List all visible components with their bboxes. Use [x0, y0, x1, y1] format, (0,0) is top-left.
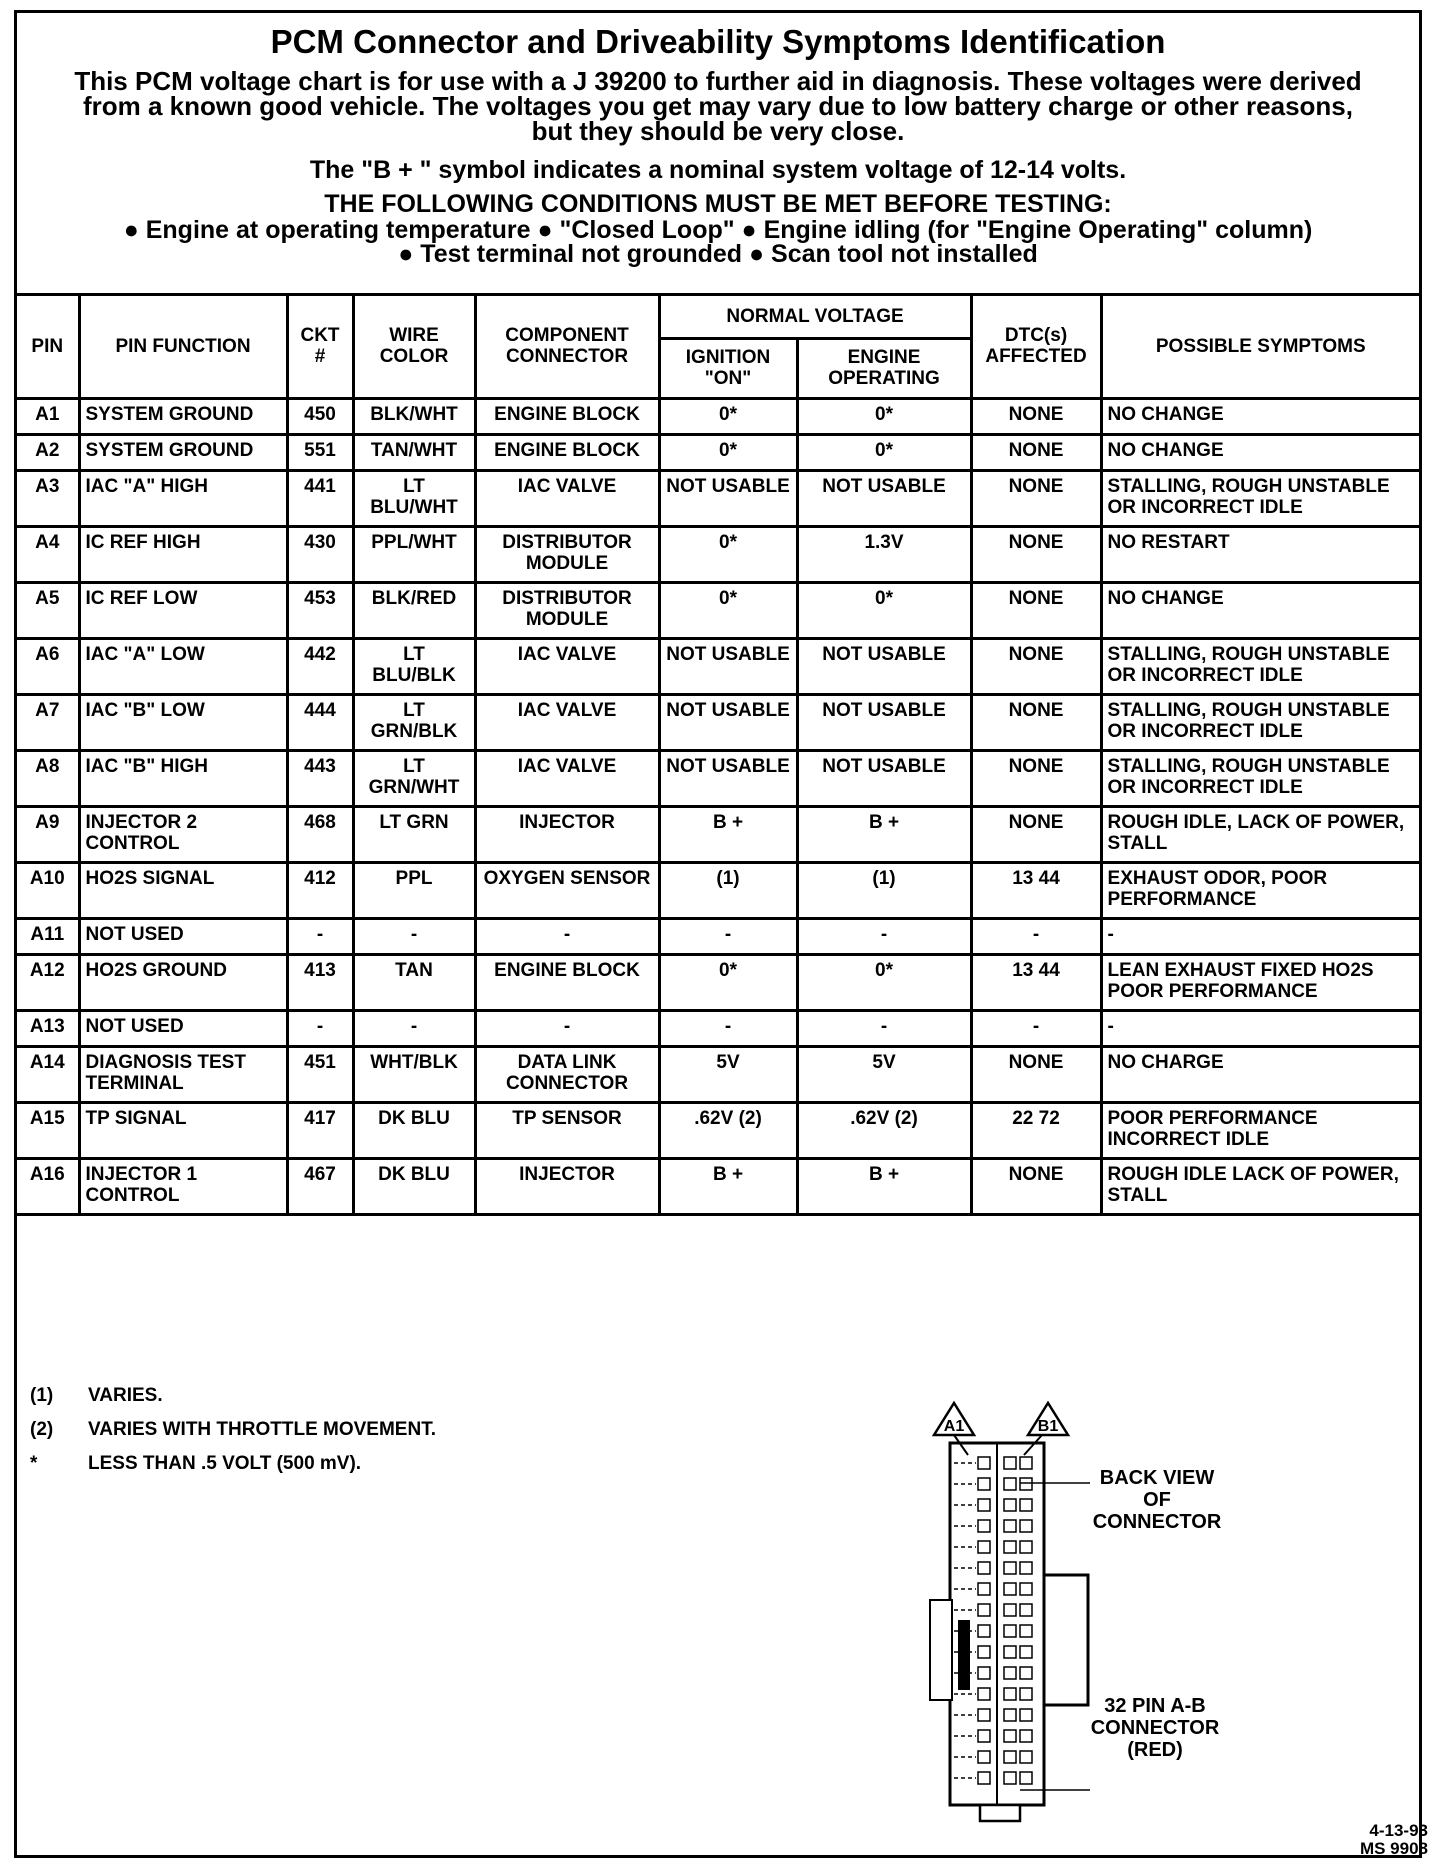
cell-dtc: - [971, 918, 1101, 954]
conditions-line-1: ● Engine at operating temperature ● "Closed Loop" ● Engine idling (for "Engine Operating" column) [123, 216, 1313, 244]
col-header-symptoms: POSSIBLE SYMPTOMS [1101, 296, 1419, 398]
col-header-engine-operating: ENGINE OPERATING [797, 338, 971, 398]
connector-pin [1020, 1499, 1032, 1511]
connector-pin [978, 1499, 990, 1511]
table-row [17, 918, 1419, 954]
connector-pin [1020, 1562, 1032, 1574]
cell-symptoms: NO CHANGE [1101, 398, 1419, 434]
back-view-label: BACK VIEW OF CONNECTOR [1092, 1467, 1222, 1533]
cell-engine-operating: 5V [797, 1046, 971, 1102]
connector-pin [978, 1772, 990, 1784]
cell-dtc: - [971, 1010, 1101, 1046]
connector-pin [1004, 1520, 1016, 1532]
stamp-code: MS 9908 [1359, 1839, 1428, 1858]
footnote [30, 1385, 436, 1407]
cell-component: DISTRIBUTOR MODULE [475, 526, 659, 582]
connector-pin [1020, 1751, 1032, 1763]
cell-symptoms: - [1101, 1010, 1419, 1046]
connector-pin [1020, 1520, 1032, 1532]
cell-dtc: NONE [971, 434, 1101, 470]
cell-ignition-on: 0* [659, 398, 797, 434]
connector-tab [930, 1600, 952, 1700]
cell-pin: A11 [17, 918, 79, 954]
cell-engine-operating: 0* [797, 434, 971, 470]
header [17, 13, 1419, 296]
cell-ignition-on: 5V [659, 1046, 797, 1102]
connector-pin [1004, 1499, 1016, 1511]
cell-component: ENGINE BLOCK [475, 398, 659, 434]
cell-component: ENGINE BLOCK [475, 434, 659, 470]
cell-component: DATA LINK CONNECTOR [475, 1046, 659, 1102]
cell-wire-color: PPL/WHT [353, 526, 475, 582]
cell-ignition-on: NOT USABLE [659, 470, 797, 526]
col-header-pin-function: PIN FUNCTION [79, 296, 287, 398]
cell-wire-color: - [353, 1010, 475, 1046]
connector-pin [1004, 1772, 1016, 1784]
cell-component: ENGINE BLOCK [475, 954, 659, 1010]
cell-wire-color: DK BLU [353, 1158, 475, 1214]
cell-dtc: NONE [971, 470, 1101, 526]
connector-pin [978, 1457, 990, 1469]
cell-engine-operating: B + [797, 806, 971, 862]
cell-symptoms: STALLING, ROUGH UNSTABLE OR INCORRECT IDLE [1101, 750, 1419, 806]
connector-pin [1004, 1730, 1016, 1742]
intro-text [67, 66, 1369, 146]
conditions-line-2: ● Test terminal not grounded ● Scan tool not installed [398, 240, 1038, 268]
footnote-key: (2) [30, 1419, 54, 1440]
connector-pin [1004, 1625, 1016, 1637]
col-header-component-connector: COMPONENT CONNECTOR [475, 296, 659, 398]
cell-function: IAC "A" LOW [79, 638, 287, 694]
cell-dtc: NONE [971, 398, 1101, 434]
connector-pin [1004, 1709, 1016, 1721]
connector-pin [978, 1646, 990, 1658]
cell-component: IAC VALVE [475, 470, 659, 526]
cell-ignition-on: 0* [659, 434, 797, 470]
cell-engine-operating: NOT USABLE [797, 638, 971, 694]
cell-engine-operating: 1.3V [797, 526, 971, 582]
cell-ckt: 443 [287, 750, 353, 806]
cell-engine-operating: .62V (2) [797, 1102, 971, 1158]
cell-pin: A2 [17, 434, 79, 470]
cell-function: INJECTOR 1 CONTROL [79, 1158, 287, 1214]
cell-ckt: 444 [287, 694, 353, 750]
cell-function: HO2S GROUND [79, 954, 287, 1010]
connector-pin [1004, 1478, 1016, 1490]
connector-pin [1004, 1541, 1016, 1553]
cell-component: IAC VALVE [475, 638, 659, 694]
connector-pin [1020, 1457, 1032, 1469]
col-header-ignition-on: IGNITION "ON" [659, 338, 797, 398]
cell-wire-color: - [353, 918, 475, 954]
cell-pin: A14 [17, 1046, 79, 1102]
cell-component: - [475, 1010, 659, 1046]
cell-wire-color: TAN [353, 954, 475, 1010]
cell-ckt: 430 [287, 526, 353, 582]
footnote-key: * [30, 1453, 38, 1474]
cell-function: INJECTOR 2 CONTROL [79, 806, 287, 862]
connector-drawing [920, 1395, 1250, 1840]
table-row [17, 862, 1419, 918]
nominal-voltage-note: The "B + " symbol indicates a nominal system voltage of 12-14 volts. [309, 156, 1127, 184]
cell-function: IC REF LOW [79, 582, 287, 638]
cell-function: NOT USED [79, 918, 287, 954]
connector-latch [1044, 1575, 1088, 1705]
cell-pin: A1 [17, 398, 79, 434]
cell-ignition-on: NOT USABLE [659, 750, 797, 806]
cell-dtc: 13 44 [971, 954, 1101, 1010]
connector-pin [978, 1520, 990, 1532]
intro-line-2: from a known good vehicle. The voltages you get may vary due to low battery charge or other reasons, [83, 91, 1353, 121]
cell-ckt: 441 [287, 470, 353, 526]
cell-dtc: NONE [971, 806, 1101, 862]
cell-function: IC REF HIGH [79, 526, 287, 582]
cell-ignition-on: .62V (2) [659, 1102, 797, 1158]
cell-symptoms: NO CHARGE [1101, 1046, 1419, 1102]
table-row [17, 1102, 1419, 1158]
cell-dtc: 13 44 [971, 862, 1101, 918]
cell-component: - [475, 918, 659, 954]
stamp-date: 4-13-93 [1369, 1821, 1428, 1840]
connector-pin [978, 1625, 990, 1637]
table-row [17, 954, 1419, 1010]
cell-ckt: 450 [287, 398, 353, 434]
cell-engine-operating: NOT USABLE [797, 470, 971, 526]
table-row [17, 1046, 1419, 1102]
cell-ignition-on: NOT USABLE [659, 638, 797, 694]
connector-pin [978, 1478, 990, 1490]
connector-pin [1004, 1751, 1016, 1763]
a1-label: A1 [943, 1418, 965, 1435]
cell-wire-color: LT GRN/BLK [353, 694, 475, 750]
connector-description: 32 PIN A-B CONNECTOR (RED) [1090, 1695, 1220, 1761]
cell-ignition-on: 0* [659, 526, 797, 582]
cell-ckt: 412 [287, 862, 353, 918]
connector-pin [978, 1667, 990, 1679]
connector-pin [1020, 1772, 1032, 1784]
cell-ignition-on: NOT USABLE [659, 694, 797, 750]
cell-pin: A3 [17, 470, 79, 526]
cell-pin: A9 [17, 806, 79, 862]
cell-component: DISTRIBUTOR MODULE [475, 582, 659, 638]
cell-pin: A4 [17, 526, 79, 582]
cell-component: IAC VALVE [475, 750, 659, 806]
cell-engine-operating: 0* [797, 582, 971, 638]
connector-pin [1020, 1604, 1032, 1616]
cell-component: OXYGEN SENSOR [475, 862, 659, 918]
cell-dtc: NONE [971, 526, 1101, 582]
page-title: PCM Connector and Driveability Symptoms Identification [270, 23, 1166, 60]
footnote [30, 1419, 436, 1441]
table-row [17, 1158, 1419, 1214]
cell-function: IAC "B" HIGH [79, 750, 287, 806]
pin-table [17, 296, 1419, 1216]
connector-pin [1004, 1604, 1016, 1616]
cell-pin: A12 [17, 954, 79, 1010]
connector-pin [1004, 1688, 1016, 1700]
connector-pin [1004, 1457, 1016, 1469]
table-row [17, 398, 1419, 434]
intro-line-1: This PCM voltage chart is for use with a J 39200 to further aid in diagnosis. These voltages were derived [74, 66, 1362, 96]
footnotes [30, 1385, 436, 1487]
cell-ignition-on: - [659, 1010, 797, 1046]
cell-component: TP SENSOR [475, 1102, 659, 1158]
connector-pin [1020, 1583, 1032, 1595]
cell-component: INJECTOR [475, 1158, 659, 1214]
cell-engine-operating: (1) [797, 862, 971, 918]
connector-pin [978, 1562, 990, 1574]
connector-pin [1020, 1709, 1032, 1721]
cell-engine-operating: - [797, 918, 971, 954]
connector-pin [1004, 1667, 1016, 1679]
cell-wire-color: BLK/RED [353, 582, 475, 638]
col-header-dtc: DTC(s) AFFECTED [971, 296, 1101, 398]
connector-pin [978, 1688, 990, 1700]
cell-ignition-on: B + [659, 1158, 797, 1214]
conditions-heading: THE FOLLOWING CONDITIONS MUST BE MET BEFORE TESTING: [324, 190, 1112, 218]
cell-dtc: NONE [971, 1046, 1101, 1102]
document-stamp [1360, 1822, 1428, 1858]
table-row [17, 526, 1419, 582]
cell-ignition-on: - [659, 918, 797, 954]
cell-ckt: 453 [287, 582, 353, 638]
cell-function: NOT USED [79, 1010, 287, 1046]
cell-function: IAC "A" HIGH [79, 470, 287, 526]
cell-ckt: 468 [287, 806, 353, 862]
cell-engine-operating: B + [797, 1158, 971, 1214]
cell-function: DIAGNOSIS TEST TERMINAL [79, 1046, 287, 1102]
cell-symptoms: POOR PERFORMANCE INCORRECT IDLE [1101, 1102, 1419, 1158]
cell-ckt: 417 [287, 1102, 353, 1158]
table-row [17, 582, 1419, 638]
cell-ckt: 413 [287, 954, 353, 1010]
cell-pin: A7 [17, 694, 79, 750]
cell-wire-color: LT BLU/WHT [353, 470, 475, 526]
cell-dtc: NONE [971, 1158, 1101, 1214]
cell-function: IAC "B" LOW [79, 694, 287, 750]
cell-symptoms: NO CHANGE [1101, 434, 1419, 470]
cell-symptoms: NO RESTART [1101, 526, 1419, 582]
connector-pin [1004, 1583, 1016, 1595]
cell-symptoms: NO CHANGE [1101, 582, 1419, 638]
table-row [17, 694, 1419, 750]
cell-ignition-on: 0* [659, 582, 797, 638]
cell-pin: A16 [17, 1158, 79, 1214]
pin-table-body [17, 398, 1419, 1214]
cell-pin: A15 [17, 1102, 79, 1158]
cell-engine-operating: NOT USABLE [797, 694, 971, 750]
connector-pin [978, 1751, 990, 1763]
cell-function: HO2S SIGNAL [79, 862, 287, 918]
cell-dtc: 22 72 [971, 1102, 1101, 1158]
cell-wire-color: TAN/WHT [353, 434, 475, 470]
footnote-key: (1) [30, 1385, 54, 1406]
cell-pin: A8 [17, 750, 79, 806]
cell-symptoms: LEAN EXHAUST FIXED HO2S POOR PERFORMANCE [1101, 954, 1419, 1010]
cell-wire-color: PPL [353, 862, 475, 918]
cell-dtc: NONE [971, 582, 1101, 638]
col-header-normal-voltage: NORMAL VOLTAGE [659, 296, 971, 338]
table-row [17, 806, 1419, 862]
col-header-wire-color: WIRE COLOR [353, 296, 475, 398]
cell-wire-color: WHT/BLK [353, 1046, 475, 1102]
cell-pin: A10 [17, 862, 79, 918]
connector-pin [978, 1583, 990, 1595]
cell-pin: A5 [17, 582, 79, 638]
cell-symptoms: ROUGH IDLE LACK OF POWER, STALL [1101, 1158, 1419, 1214]
cell-engine-operating: 0* [797, 954, 971, 1010]
cell-engine-operating: NOT USABLE [797, 750, 971, 806]
connector-pin [978, 1730, 990, 1742]
connector-pin [1020, 1625, 1032, 1637]
cell-component: INJECTOR [475, 806, 659, 862]
footnote-text: LESS THAN .5 VOLT (500 mV). [88, 1453, 362, 1474]
connector-pin [1020, 1730, 1032, 1742]
connector-pin [1004, 1562, 1016, 1574]
connector-pin [1020, 1667, 1032, 1679]
table-row [17, 470, 1419, 526]
cell-ckt: 442 [287, 638, 353, 694]
connector-pin [978, 1541, 990, 1553]
cell-pin: A13 [17, 1010, 79, 1046]
footnote-text: VARIES WITH THROTTLE MOVEMENT. [88, 1419, 436, 1440]
cell-wire-color: DK BLU [353, 1102, 475, 1158]
b1-label: B1 [1037, 1418, 1059, 1435]
table-row [17, 434, 1419, 470]
cell-symptoms: STALLING, ROUGH UNSTABLE OR INCORRECT IDLE [1101, 694, 1419, 750]
cell-wire-color: LT GRN/WHT [353, 750, 475, 806]
footnote-text: VARIES. [88, 1385, 163, 1406]
cell-function: TP SIGNAL [79, 1102, 287, 1158]
cell-wire-color: LT BLU/BLK [353, 638, 475, 694]
cell-engine-operating: 0* [797, 398, 971, 434]
connector-pin [1020, 1646, 1032, 1658]
cell-engine-operating: - [797, 1010, 971, 1046]
cell-wire-color: LT GRN [353, 806, 475, 862]
cell-symptoms: STALLING, ROUGH UNSTABLE OR INCORRECT IDLE [1101, 470, 1419, 526]
connector-pin [1020, 1478, 1032, 1490]
table-row [17, 638, 1419, 694]
cell-function: SYSTEM GROUND [79, 434, 287, 470]
cell-symptoms: STALLING, ROUGH UNSTABLE OR INCORRECT IDLE [1101, 638, 1419, 694]
cell-ignition-on: B + [659, 806, 797, 862]
connector-pin [1004, 1646, 1016, 1658]
cell-symptoms: - [1101, 918, 1419, 954]
cell-dtc: NONE [971, 750, 1101, 806]
cell-dtc: NONE [971, 638, 1101, 694]
col-header-ckt: CKT # [287, 296, 353, 398]
connector-diagram [920, 1395, 1250, 1840]
cell-ckt: 451 [287, 1046, 353, 1102]
connector-pin [1020, 1688, 1032, 1700]
cell-ignition-on: (1) [659, 862, 797, 918]
cell-symptoms: EXHAUST ODOR, POOR PERFORMANCE [1101, 862, 1419, 918]
cell-function: SYSTEM GROUND [79, 398, 287, 434]
cell-ckt: 467 [287, 1158, 353, 1214]
cell-pin: A6 [17, 638, 79, 694]
cell-component: IAC VALVE [475, 694, 659, 750]
cell-ckt: - [287, 1010, 353, 1046]
table-row [17, 1010, 1419, 1046]
cell-symptoms: ROUGH IDLE, LACK OF POWER, STALL [1101, 806, 1419, 862]
cell-wire-color: BLK/WHT [353, 398, 475, 434]
cell-dtc: NONE [971, 694, 1101, 750]
col-header-pin: PIN [17, 296, 79, 398]
intro-line-3: but they should be very close. [531, 116, 905, 146]
table-row [17, 750, 1419, 806]
cell-ignition-on: 0* [659, 954, 797, 1010]
connector-pin [978, 1709, 990, 1721]
connector-pin [978, 1604, 990, 1616]
footnote [30, 1453, 436, 1475]
connector-pin [1020, 1541, 1032, 1553]
cell-ckt: 551 [287, 434, 353, 470]
cell-ckt: - [287, 918, 353, 954]
